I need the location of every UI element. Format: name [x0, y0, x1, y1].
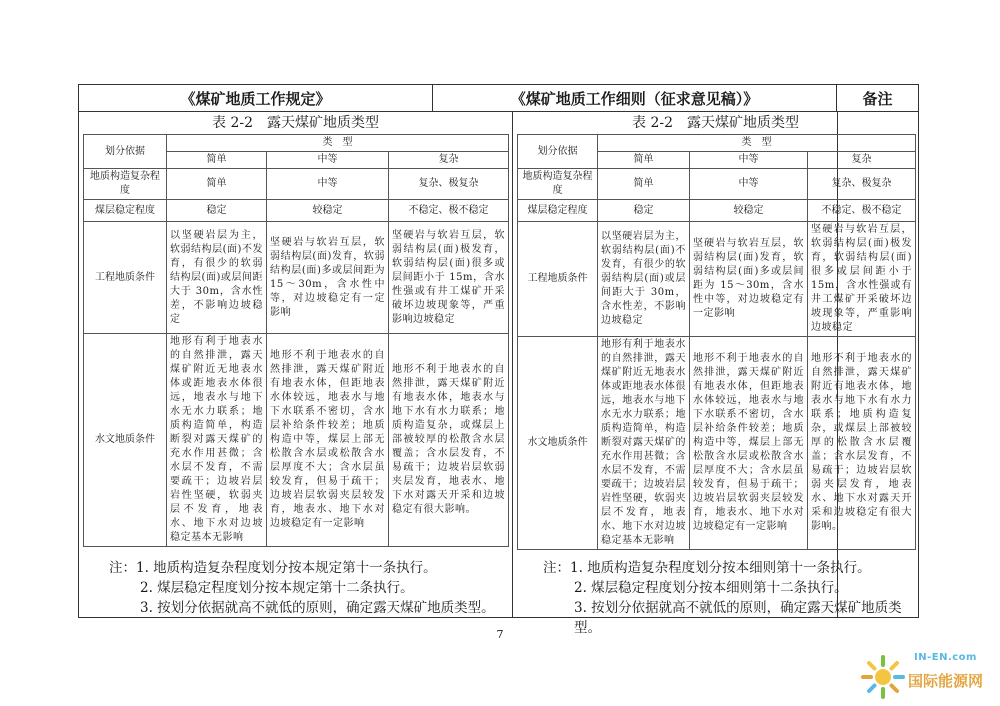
row-eng-label: 工程地质条件 — [518, 222, 598, 337]
row-eng-simple: 以坚硬岩层为主，软弱结构层(面)不发育，有很少的软弱结构层(面)或层间距大于 30m，含水性差，不影响边坡稳定 — [598, 222, 690, 337]
header-left-title: 《煤矿地质工作规定》 — [79, 85, 433, 111]
row-struct-simple: 简单 — [598, 169, 690, 200]
right-note-1: 注：1. 地质构造复杂程度划分按本细则第十一条执行。 — [543, 560, 871, 576]
col-simple: 简单 — [167, 152, 267, 169]
basis-header: 划分依据 — [84, 135, 167, 169]
watermark-name: 国际能源网 — [908, 672, 984, 690]
col-simple: 简单 — [598, 152, 690, 169]
row-eng-medium: 坚硬岩与软岩互层，软弱结构层(面)发育，软弱结构层(面)多或层间距为 15～30m，含水性中等，对边坡稳定有一定影响 — [690, 222, 808, 337]
header-middle-title: 《煤矿地质工作细则（征求意见稿）》 — [433, 85, 837, 111]
row-struct-complex: 复杂、极复杂 — [808, 169, 916, 200]
row-seam-simple: 稳定 — [167, 200, 267, 222]
col-medium: 中等 — [690, 152, 808, 169]
left-table-title: 表 2-2 露天煤矿地质类型 — [212, 115, 379, 131]
watermark-logo — [858, 648, 998, 704]
row-hydro-medium: 地形不利于地表水的自然排泄，露天煤矿附近有地表水体，但距地表水体较远，地表水与地下水联系不密切，含水层补给条件较差；地质构造中等，煤层上部无松散含水层或松散含水层厚度不大；含水层虽较发育，但易于疏干；边坡岩层软弱夹层较发育，地表水、地下水对边坡稳定有一定影响 — [267, 334, 389, 547]
row-hydro-complex: 地形不利于地表水的自然排泄，露天煤矿附近有地表水体，地表水与地下水有水力联系；地质构造复杂，或煤层上部被较厚的松散含水层覆盖；含水层发育，不易疏干；边坡岩层软弱夹层发育，地表水、地下水对露天开采和边坡稳定有很大影响。 — [808, 337, 916, 550]
left-note-1: 注：1. 地质构造复杂程度划分按本规定第十一条执行。 — [109, 560, 437, 576]
row-struct-complex: 复杂、极复杂 — [389, 169, 509, 200]
comparison-frame — [78, 84, 919, 636]
row-eng-simple: 以坚硬岩层为主，软弱结构层(面)不发育，有很少的软弱结构层(面)或层间距大于 30m，含水性差，不影响边坡稳定 — [167, 222, 267, 334]
row-hydro-label: 水文地质条件 — [84, 334, 167, 547]
row-eng-medium: 坚硬岩与软岩互层，软弱结构层(面)发育，软弱结构层(面)多或层间距为 15～30m，含水性中等，对边坡稳定有一定影响 — [267, 222, 389, 334]
type-header: 类 型 — [598, 135, 916, 152]
col-complex: 复杂 — [808, 152, 916, 169]
row-struct-medium: 中等 — [690, 169, 808, 200]
row-hydro-simple: 地形有利于地表水的自然排泄，露天煤矿附近无地表水体或距地表水体很远，地表水与地下水无水力联系；地质构造简单，构造断裂对露天煤矿的充水作用甚微；含水层不发育，不需要疏干；边坡岩层岩性坚硬，软弱夹层不发育，地表水、地下水对边坡稳定基本无影响 — [167, 334, 267, 547]
row-seam-complex: 不稳定、极不稳定 — [808, 200, 916, 222]
watermark-domain: IN-EN.com — [914, 652, 977, 663]
type-header: 类 型 — [167, 135, 509, 152]
row-eng-label: 工程地质条件 — [84, 222, 167, 334]
row-seam-complex: 不稳定、极不稳定 — [389, 200, 509, 222]
row-seam-medium: 较稳定 — [690, 200, 808, 222]
row-struct-medium: 中等 — [267, 169, 389, 200]
right-geology-table — [517, 134, 916, 550]
row-eng-complex: 坚硬岩与软岩互层，软弱结构层(面)极发育，软弱结构层(面)很多或层间距小于 15m，含水性强或有井工煤矿开采破坏边坡现象等，严重影响边坡稳定 — [808, 222, 916, 337]
row-seam-medium: 较稳定 — [267, 200, 389, 222]
right-table-title: 表 2-2 露天煤矿地质类型 — [632, 115, 799, 131]
right-note-2: 2. 煤层稳定程度划分按本细则第十二条执行。 — [574, 580, 848, 596]
row-seam-label: 煤层稳定程度 — [84, 200, 167, 222]
left-note-2: 2. 煤层稳定程度划分按本规定第十二条执行。 — [140, 580, 414, 596]
row-eng-complex: 坚硬岩与软岩互层，软弱结构层(面)极发育，软弱结构层(面)很多或层间距小于 15m，含水性强或有井工煤矿开采破坏边坡现象等，严重影响边坡稳定 — [389, 222, 509, 334]
row-seam-label: 煤层稳定程度 — [518, 200, 598, 222]
row-hydro-label: 水文地质条件 — [518, 337, 598, 550]
row-struct-simple: 简单 — [167, 169, 267, 200]
column-divider-left — [512, 111, 513, 617]
sun-icon — [858, 652, 908, 702]
left-notes — [79, 558, 512, 618]
row-hydro-complex: 地形不利于地表水的自然排泄，露天煤矿附近有地表水体，地表水与地下水有水力联系；地质构造复杂，或煤层上部被较厚的松散含水层覆盖；含水层发育，不易疏干；边坡岩层软弱夹层发育，地表水、地下水对露天开采和边坡稳定有很大影响。 — [389, 334, 509, 547]
right-note-3: 3. 按划分依据就高不就低的原则，确定露天煤矿地质类型。 — [574, 600, 902, 636]
row-hydro-medium: 地形不利于地表水的自然排泄，露天煤矿附近有地表水体，但距地表水体较远，地表水与地下水联系不密切，含水层补给条件较差；地质构造中等，煤层上部无松散含水层或松散含水层厚度不大；含水层虽较发育，但易于疏干；边坡岩层软弱夹层较发育，地表水、地下水对边坡稳定有一定影响 — [690, 337, 808, 550]
header-remarks: 备注 — [862, 89, 893, 108]
left-note-3: 3. 按划分依据就高不就低的原则，确定露天煤矿地质类型。 — [140, 600, 495, 616]
left-geology-table — [83, 134, 509, 547]
row-hydro-simple: 地形有利于地表水的自然排泄，露天煤矿附近无地表水体或距地表水体很远，地表水与地下水无水力联系；地质构造简单，构造断裂对露天煤矿的充水作用甚微；含水层不发育，不需要疏干；边坡岩层岩性坚硬，软弱夹层不发育，地表水、地下水对边坡稳定基本无影响 — [598, 337, 690, 550]
row-seam-simple: 稳定 — [598, 200, 690, 222]
basis-header: 划分依据 — [518, 135, 598, 169]
col-medium: 中等 — [267, 152, 389, 169]
row-struct-label: 地质构造复杂程度 — [84, 169, 167, 200]
row-struct-label: 地质构造复杂程度 — [518, 169, 598, 200]
col-complex: 复杂 — [389, 152, 509, 169]
page-number: 7 — [496, 628, 504, 641]
right-notes — [513, 558, 918, 638]
